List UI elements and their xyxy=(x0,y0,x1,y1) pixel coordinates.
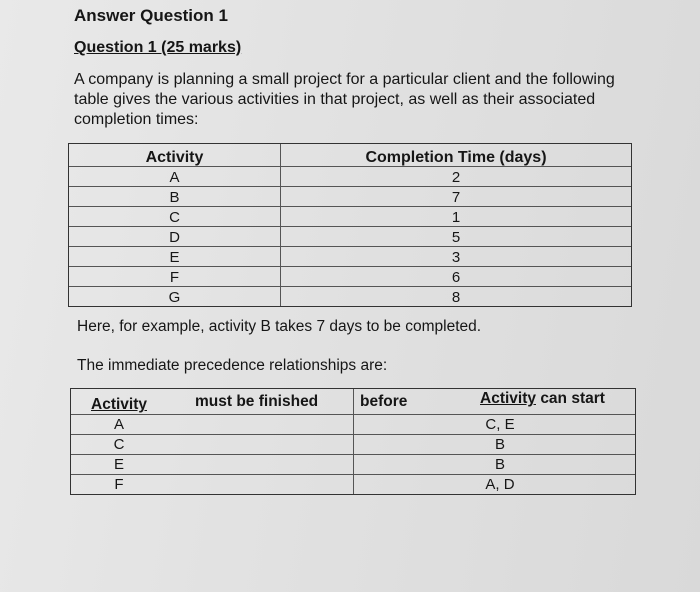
activity-cell: C xyxy=(69,207,281,226)
table-row xyxy=(71,434,635,454)
activity2-header: Activity xyxy=(480,390,536,407)
table-row xyxy=(69,286,631,306)
activity-header: Activity xyxy=(69,144,281,166)
table-row xyxy=(69,226,631,246)
activity-cell: G xyxy=(69,287,281,306)
intro-line: A company is planning a small project for a particular client and the following xyxy=(74,71,615,88)
time-cell: 2 xyxy=(451,169,461,186)
successor-cell: C, E xyxy=(485,416,515,433)
time-cell: 1 xyxy=(451,209,461,226)
before-header: before xyxy=(360,393,408,410)
table-row xyxy=(69,206,631,226)
completion-time-table xyxy=(68,143,632,307)
intro-line: completion times: xyxy=(74,111,199,128)
successor-cell: A, D xyxy=(485,476,515,493)
time-cell: 8 xyxy=(451,289,461,306)
successor-cell: B xyxy=(494,436,505,453)
activity-cell: F xyxy=(114,476,124,493)
successor-cell: B xyxy=(494,456,505,473)
must-be-finished-header: must be finished xyxy=(195,393,319,410)
table-row xyxy=(69,186,631,206)
activity-header: Activity xyxy=(91,396,147,413)
time-cell: 5 xyxy=(451,229,461,246)
table-row xyxy=(69,266,631,286)
intro-paragraph xyxy=(74,70,634,130)
table-row xyxy=(71,454,635,474)
can-start-header: can start xyxy=(540,390,605,407)
header-right-cell xyxy=(354,389,635,414)
precedence-text: The immediate precedence relationships are: xyxy=(77,357,388,374)
precedence-table xyxy=(70,388,636,495)
header-left-cell xyxy=(71,389,354,414)
table-row xyxy=(69,166,631,186)
table-row xyxy=(69,246,631,266)
activity-cell: D xyxy=(69,227,281,246)
activity-cell: C xyxy=(113,436,125,453)
activity-can-start-header xyxy=(480,390,605,408)
time-cell: 7 xyxy=(451,189,461,206)
activity-cell: F xyxy=(69,267,281,286)
table-header-row xyxy=(71,389,635,414)
activity-cell: E xyxy=(113,456,124,473)
activity-cell: E xyxy=(69,247,281,266)
activity-cell: A xyxy=(69,167,281,186)
table-header-row xyxy=(69,144,631,166)
answer-heading: Answer Question 1 xyxy=(74,6,228,25)
time-cell: 6 xyxy=(451,269,461,286)
completion-time-header: Completion Time (days) xyxy=(365,149,547,166)
activity-cell: B xyxy=(69,187,281,206)
example-text: Here, for example, activity B takes 7 days to be completed. xyxy=(77,318,482,335)
table-row xyxy=(71,474,635,494)
time-cell: 3 xyxy=(451,249,461,266)
activity-cell: A xyxy=(113,416,124,433)
intro-line: table gives the various activities in that project, as well as their associated xyxy=(74,91,596,108)
question-heading: Question 1 (25 marks) xyxy=(74,39,242,56)
table-row xyxy=(71,414,635,434)
